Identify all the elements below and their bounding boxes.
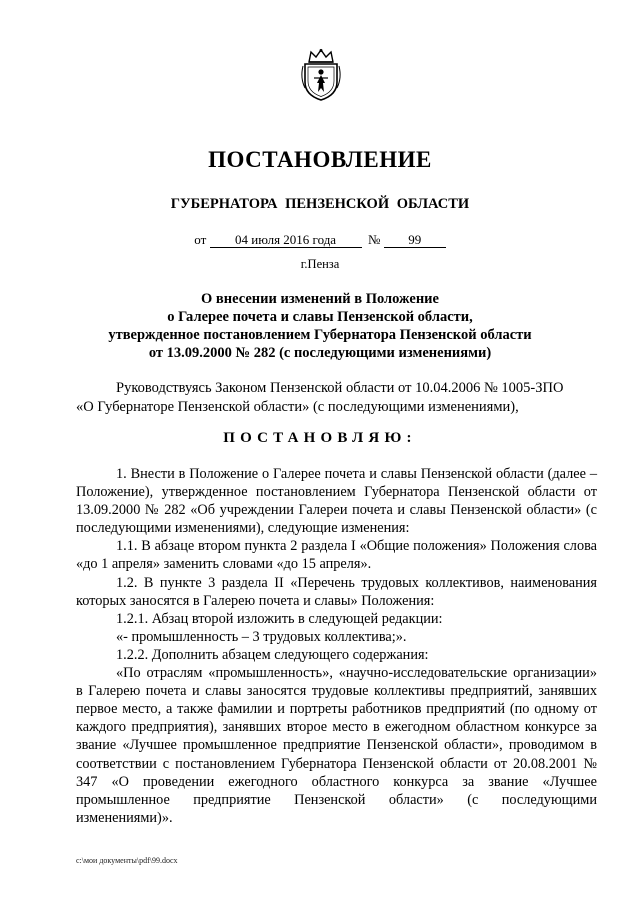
preamble bbox=[76, 379, 596, 417]
paragraph: 1.1. В абзаце втором пункта 2 раздела I «Общие положения» Положения слова «до 1 апреля» заменить словами «до 15 апреля». bbox=[76, 538, 597, 573]
document-title: ПОСТАНОВЛЕНИЕ bbox=[208, 147, 432, 172]
date-line bbox=[0, 232, 640, 248]
city: г.Пенза bbox=[300, 257, 340, 271]
heading-line: от 13.09.2000 № 282 (с последующими изменениями) bbox=[148, 345, 492, 361]
coat-of-arms-icon bbox=[299, 48, 343, 102]
paragraph: 1.2.1. Абзац второй изложить в следующей редакции: bbox=[116, 610, 443, 627]
preamble-line: Руководствуясь Законом Пензенской области от 10.04.2006 № 1005-ЗПО bbox=[116, 380, 564, 396]
date-prefix: от bbox=[194, 232, 207, 247]
decree-word: ПОСТАНОВЛЯЮ: bbox=[223, 430, 417, 446]
document-body bbox=[76, 465, 597, 827]
document-heading bbox=[60, 290, 580, 362]
paragraph: «По отраслям «промышленность», «научно-исследовательские организации» в Галерею почета и славы заносятся трудовые коллективы предприятий, занявших первое место, а также фамилии и портреты работников предприятий (по одному от каждого предприятия), занявших второе место в ежегодном областном конкурсе за звание «Лучшее промышленное предприятие Пензенской области», проводимом в соответствии с постановлением Губернатора Пензенской области от 20.08.2001 № 347 «О проведении ежегодного областного конкурса за звание «Лучшее промышленное предприятие Пензенской области» (с последующими изменениями)». bbox=[76, 665, 597, 826]
number-prefix: № bbox=[368, 232, 381, 247]
document-date: 04 июля 2016 года bbox=[210, 233, 362, 248]
heading-line: о Галерее почета и славы Пензенской области, bbox=[167, 309, 473, 325]
paragraph: 1. Внести в Положение о Галерее почета и славы Пензенской области (далее – Положение), утвержденное постановлением Губернатора Пензенской области от 13.09.2000 № 282 «Об учреждении Галереи почета и славы Пензенской области» (с последующими изменениями), следующие изменения: bbox=[76, 466, 597, 537]
document-subtitle: ГУБЕРНАТОРА ПЕНЗЕНСКОЙ ОБЛАСТИ bbox=[170, 196, 470, 212]
preamble-line: «О Губернаторе Пензенской области» (с последующими изменениями), bbox=[76, 399, 519, 415]
heading-line: О внесении изменений в Положение bbox=[201, 291, 439, 307]
heading-line: утвержденное постановлением Губернатора Пензенской области bbox=[108, 327, 532, 343]
paragraph: «- промышленность – 3 трудовых коллектива;». bbox=[116, 628, 407, 645]
document-number: 99 bbox=[384, 233, 446, 248]
paragraph: 1.2. В пункте 3 раздела II «Перечень трудовых коллективов, наименования которых заносятся в Галерею почета и славы» Положения: bbox=[76, 574, 597, 609]
paragraph: 1.2.2. Дополнить абзацем следующего содержания: bbox=[116, 646, 429, 663]
file-path-footer: c:\мои документы\pdf\99.docx bbox=[76, 856, 178, 865]
